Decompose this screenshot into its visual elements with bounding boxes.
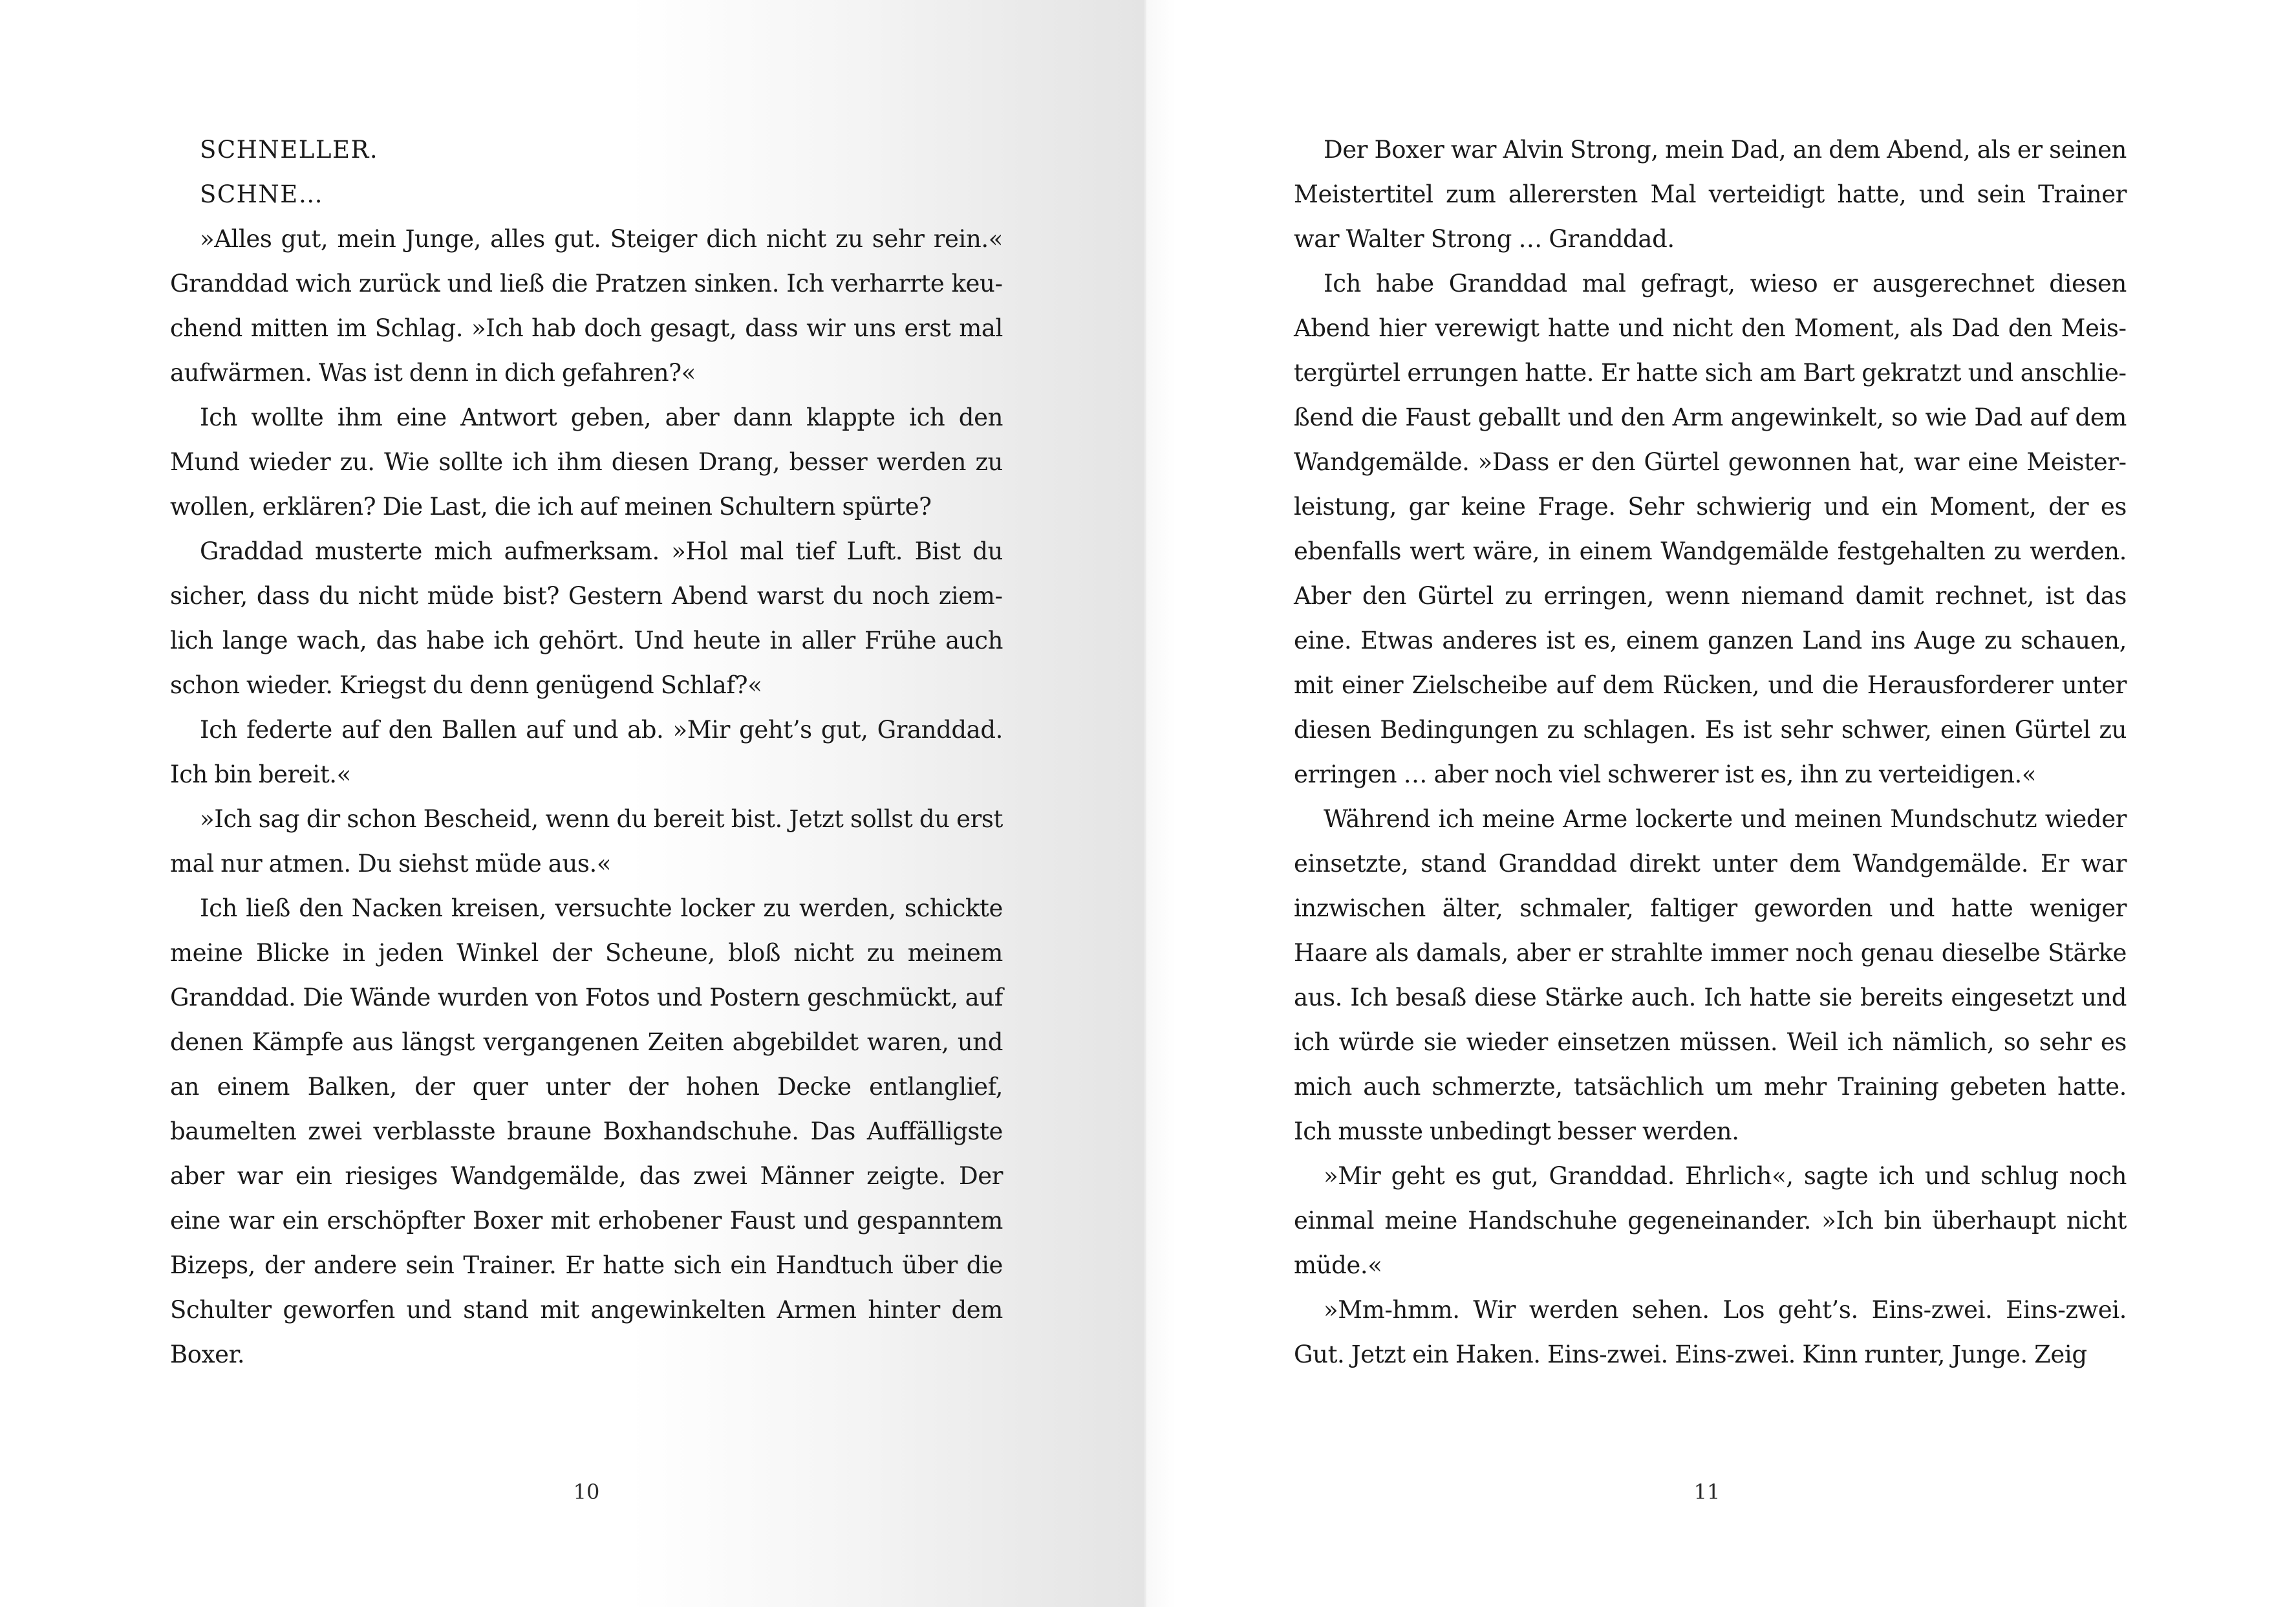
page-number-right: 11 [1693,1480,1721,1504]
left-page-text [170,127,1003,1377]
paragraph: Der Boxer war Alvin Strong, mein Dad, an dem Abend, als er seinen Meistertitel zum allerersten Mal verteidigt hatte, und sein Trainer war Walter Strong … Granddad. [1294,136,2127,253]
paragraph: Ich wollte ihm eine Antwort geben, aber dann klappte ich den Mund wieder zu. Wie sollte ich ihm diesen Drang, besser werden zu wollen, erklären? Die Last, die ich auf meinen Schultern spürte? [170,404,1003,521]
right-page [1146,0,2296,1607]
paragraph: Graddad musterte mich aufmerksam. »Hol mal tief Luft. Bist du sicher, dass du nicht müde bist? Gestern Abend warst du noch ziemlich lange wach, das habe ich gehört. Und heute in aller Frühe auch schon wieder. Kriegst du denn genügend Schlaf?« [170,537,1003,699]
page-number-left: 10 [573,1480,600,1504]
paragraph: Ich federte auf den Ballen auf und ab. »Mir geht’s gut, Granddad. Ich bin bereit.« [170,716,1003,788]
paragraph: »Mm-hmm. Wir werden sehen. Los geht’s. Eins-zwei. Eins-zwei. Gut. Jetzt ein Haken. Eins-zwei. Eins-zwei. Kinn runter, Junge. Zeig [1294,1296,2127,1368]
paragraph: SCHNE… [200,180,324,208]
paragraph: Ich ließ den Nacken kreisen, versuchte locker zu werden, schickte meine Blicke in jeden Winkel der Scheune, bloß nicht zu meinem Granddad. Die Wände wurden von Fotos und Postern geschmückt, auf denen Kämpfe aus längst vergangenen Zeiten abgebildet waren, und an einem Balken, der quer unter der hohen Decke entlanglief, baumelten zwei verblasste braune Boxhandschuhe. Das Auffälligste aber war ein riesiges Wandgemälde, das zwei Männer zeigte. Der eine war ein erschöpfter Boxer mit erhobener Faust und gespanntem Bizeps, der andere sein Trainer. Er hatte sich ein Handtuch über die Schulter geworfen und stand mit angewinkelten Armen hinter dem Boxer. [170,894,1003,1368]
paragraph: »Alles gut, mein Junge, alles gut. Steiger dich nicht zu sehr rein.« Granddad wich zurück und ließ die Pratzen sinken. Ich verharrte keuchend mitten im Schlag. »Ich hab doch gesagt, dass wir uns erst mal aufwärmen. Was ist denn in dich gefahren?« [170,225,1003,387]
paragraph: »Ich sag dir schon Bescheid, wenn du bereit bist. Jetzt sollst du erst mal nur atmen. Du siehst müde aus.« [170,805,1003,878]
right-page-text [1294,127,2127,1377]
left-page [0,0,1146,1607]
paragraph: SCHNELLER. [200,136,379,164]
paragraph: »Mir geht es gut, Granddad. Ehrlich«, sagte ich und schlug noch einmal meine Handschuhe gegeneinander. »Ich bin überhaupt nicht müde.« [1294,1162,2127,1279]
paragraph: Während ich meine Arme lockerte und meinen Mundschutz wieder einsetzte, stand Granddad direkt unter dem Wandgemälde. Er war inzwischen älter, schmaler, faltiger geworden und hatte weniger Haare als damals, aber er strahlte immer noch genau dieselbe Stärke aus. Ich besaß diese Stärke auch. Ich hatte sie bereits eingesetzt und ich würde sie wieder einsetzen müssen. Weil ich nämlich, so sehr es mich auch schmerzte, tatsächlich um mehr Training gebeten hatte. Ich musste unbedingt besser werden. [1294,805,2127,1145]
paragraph: Ich habe Granddad mal gefragt, wieso er ausgerechnet diesen Abend hier verewigt hatte und nicht den Moment, als Dad den Meistergürtel errungen hatte. Er hatte sich am Bart gekratzt und anschließend die Faust geballt und den Arm angewinkelt, so wie Dad auf dem Wandgemälde. »Dass er den Gürtel gewonnen hat, war eine Meisterleistung, gar keine Frage. Sehr schwierig und ein Moment, der es ebenfalls wert wäre, in einem Wandgemälde festgehalten zu werden. Aber den Gürtel zu erringen, wenn niemand damit rechnet, ist das eine. Etwas anderes ist es, einem ganzen Land ins Auge zu schauen, mit einer Zielscheibe auf dem Rücken, und die Herausforderer unter diesen Bedingungen zu schlagen. Es ist sehr schwer, einen Gürtel zu erringen … aber noch viel schwerer ist es, ihn zu verteidigen.« [1294,270,2127,788]
